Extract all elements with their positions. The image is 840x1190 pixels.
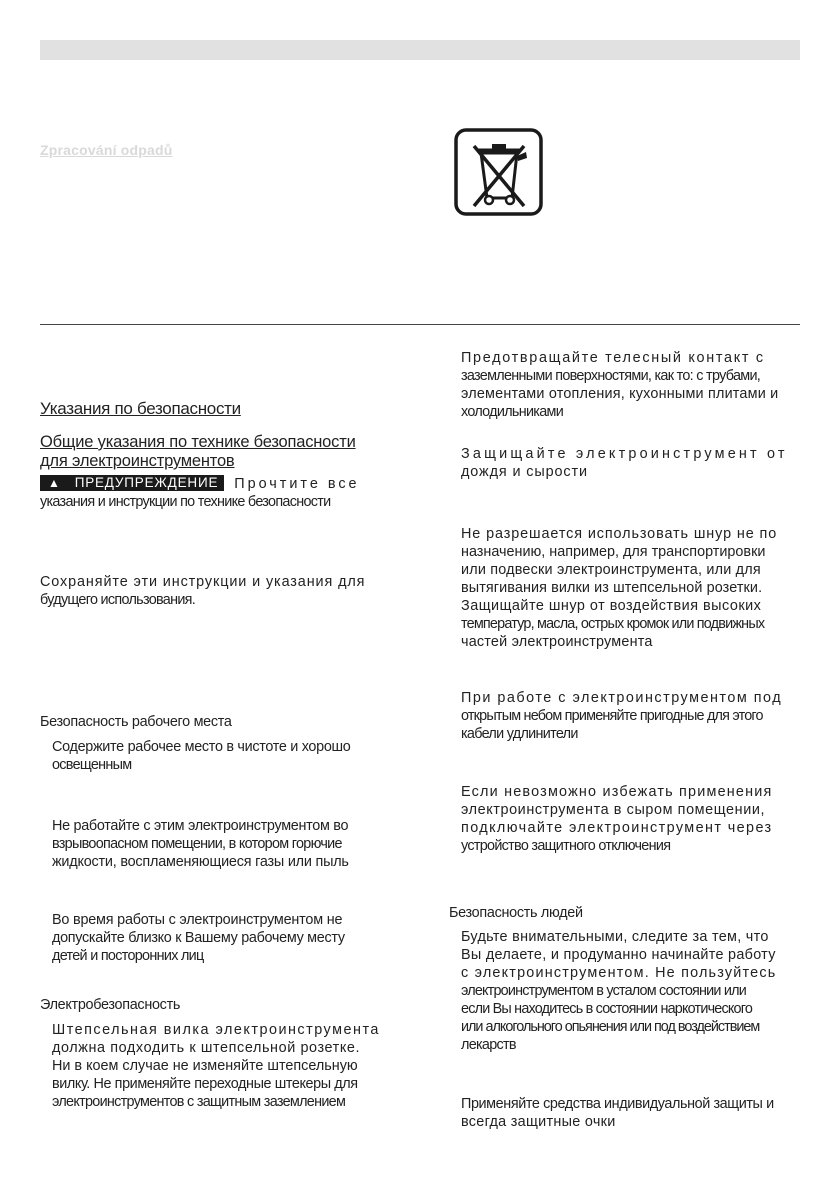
workplace-item-children: Во время работы с электроинструментом не допускайте близко к Вашему рабочему месту детей и посторонних лиц [52,912,345,964]
body-contact-warning: Предотвращайте телесный контакт с заземленными поверхностями, как то: с трубами, элементами отопления, кухонными плитами и холодильниками [461,350,779,420]
warning-triangle-icon: ▲ [48,476,61,490]
damp-room-warning: Если невозможно избежать применения электроинструмента в сыром помещении, подключайте электроинструмент через устройство защитного отключения [461,784,773,854]
personal-safety-title: Безопасность людей [449,905,583,921]
workplace-item-clean: Содержите рабочее место в чистоте и хорошо освещенным [52,739,351,773]
outdoor-cable-warning: При работе с электроинструментом под открытым небом применяйте пригодные для этого кабели удлинители [461,690,783,742]
rain-warning: Защищайте электроинструмент от дождя и сырости [461,446,788,480]
header-band [40,40,800,60]
crossed-out-wheelie-bin-icon [454,128,543,216]
personal-item-protective-equipment: Применяйте средства индивидуальной защиты и всегда защитные очки [461,1096,774,1130]
general-safety-title: Общие указания по технике безопасности для электроинструментов [40,433,356,470]
waste-disposal-title: Zpracování odpadů [40,142,173,158]
workplace-item-explosive: Не работайте с этим электроинструментом во взрывоопасном помещении, в котором горючие жидкости, воспламеняющиеся газы или пыль [52,818,349,870]
electrical-item-plug: Штепсельная вилка электроинструмента должна подходить к штепсельной розетке. Ни в коем случае не изменяйте штепсельную вилку. Не применяйте переходные штекеры для электроинструментов с защитным заземлением [52,1022,380,1110]
warning-badge: ▲ ПРЕДУПРЕЖДЕНИЕ [40,475,224,491]
workplace-safety-title: Безопасность рабочего места [40,714,232,730]
section-divider [40,324,800,325]
personal-item-attentive: Будьте внимательными, следите за тем, что Вы делаете, и продуманно начинайте работу с электроинструментом. Не пользуйтесь электроинструментом в усталом состоянии или если Вы находитесь в состоянии наркотического или алкогольного опьянения или под воздействием лекарств [461,929,777,1053]
cord-warning: Не разрешается использовать шнур не по назначению, например, для транспортировки или подвески электроинструмента, или для вытягивания вилки из штепсельной розетки. Защищайте шнур от воздействия высоких температур, масла, острых кромок или подвижных частей электроинструмента [461,526,778,650]
save-instructions: Сохраняйте эти инструкции и указания для будущего использования. [40,574,366,608]
warning-block: ▲ ПРЕДУПРЕЖДЕНИЕ Прочтите все указания и инструкции по технике безопасности [40,475,360,510]
electrical-safety-title: Электробезопасность [40,997,181,1013]
safety-title: Указания по безопасности [40,399,241,418]
